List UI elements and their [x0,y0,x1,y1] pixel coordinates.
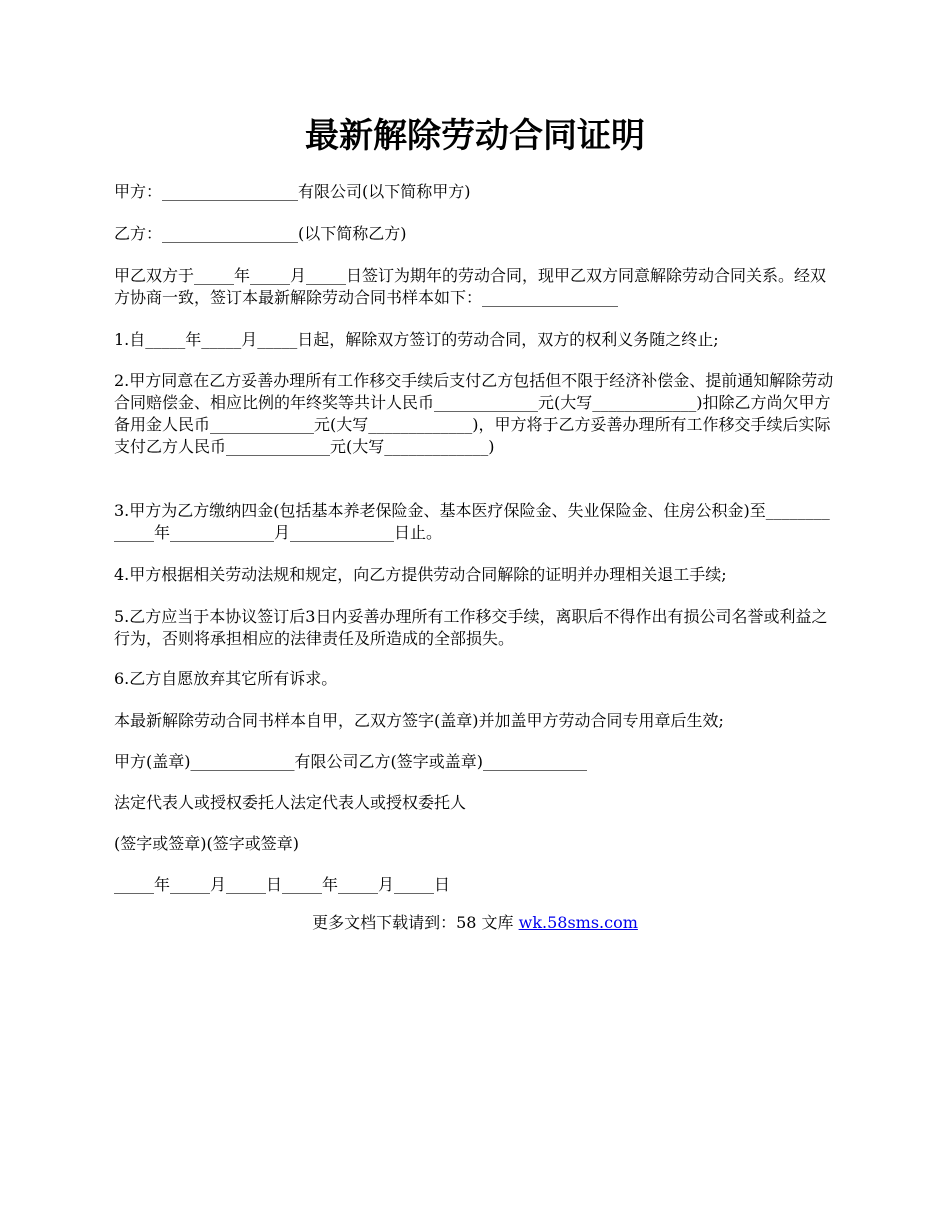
footer-text: 更多文档下载请到：58 文库 [312,913,519,932]
signature-line-dates: _____年_____月_____日_____年_____月_____日 [114,875,451,894]
signature-line-sign: (签字或签章)(签字或签章) [114,834,299,853]
signature-line-representatives: 法定代表人或授权委托人法定代表人或授权委托人 [114,793,467,812]
effective-clause: 本最新解除劳动合同书样本自甲，乙双方签字(盖章)并加盖甲方劳动合同专用章后生效; [114,711,724,730]
download-footer [0,912,950,934]
party-a-line: 甲方：_________________有限公司(以下简称甲方) [114,182,471,201]
clause-1: 1.自_____年_____月_____日起，解除双方签订的劳动合同，双方的权利义务随之终止; [114,330,719,349]
document-title: 最新解除劳动合同证明 [305,116,645,156]
clause-3: 3.甲方为乙方缴纳四金(包括基本养老保险金、基本医疗保险金、失业保险金、住房公积金)至_____________年_____________月_____________日止。 [114,501,830,542]
signature-line-parties: 甲方(盖章)_____________有限公司乙方(签字或盖章)_____________ [114,752,587,771]
clause-2: 2.甲方同意在乙方妥善办理所有工作移交手续后支付乙方包括但不限于经济补偿金、提前通知解除劳动合同赔偿金、相应比例的年终奖等共计人民币_____________元(大写_____________)扣除乙方尚欠甲方备用金人民币_____________元(大写_____________)，甲方将于乙方妥善办理所有工作移交手续后实际支付乙方人民币_____________元(大写_____________) [114,371,834,456]
clause-5: 5.乙方应当于本协议签订后3日内妥善办理所有工作移交手续，离职后不得作出有损公司名誉或利益之行为，否则将承担相应的法律责任及所造成的全部损失。 [114,607,828,648]
footer-link[interactable]: wk.58sms.com [518,913,638,932]
clause-6: 6.乙方自愿放弃其它所有诉求。 [114,669,338,688]
party-b-line: 乙方：_________________(以下简称乙方) [114,224,407,243]
intro-paragraph: 甲乙双方于_____年_____月_____日签订为期年的劳动合同，现甲乙双方同意解除劳动合同关系。经双方协商一致，签订本最新解除劳动合同书样本如下：_________________ [114,266,827,307]
clause-4: 4.甲方根据相关劳动法规和规定，向乙方提供劳动合同解除的证明并办理相关退工手续; [114,565,727,584]
